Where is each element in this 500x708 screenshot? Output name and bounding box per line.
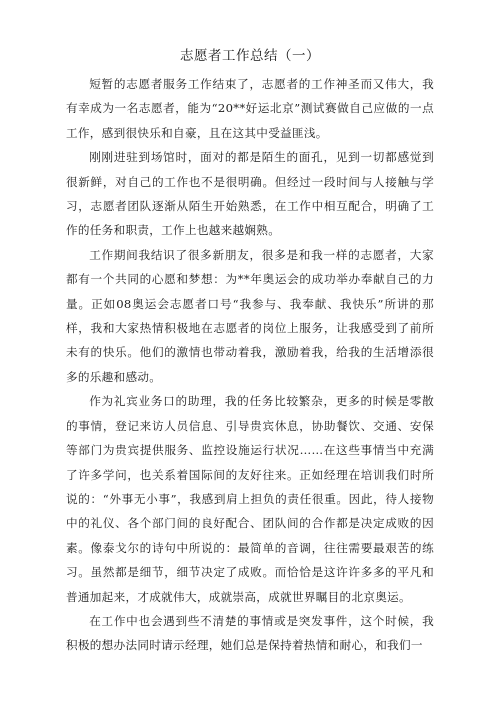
paragraph-4: 作为礼宾业务口的助理，我的任务比较繁杂，更多的时候是零散的事情，登记来访人员信息、引导贵宾休息，协助餐饮、交通、安保等部门为贵宾提供服务、监控设施运行状况……在这些事情当中充满了许多学问，也关系着国际间的友好往来。正如经理在培训我们时所说的：“外事无小事”，我感到肩上担负的责任很重。因此，待人接物中的礼仪、各个部门间的良好配合、团队间的合作都是决定成败的因素。像泰戈尔的诗句中所说的：最简单的音调，往往需要最艰苦的练习。虽然都是细节，细节决定了成败。而恰恰是这许许多多的平凡和普通加起来，才成就伟大，成就崇高，成就世界瞩目的北京奥运。 [66, 394, 434, 604]
paragraph-5: 在工作中也会遇到些不清楚的事情或是突发事件，这个时候，我积极的想办法同时请示经理，她们总是保持着热情和耐心，和我们一 [66, 613, 434, 653]
paragraph-2: 刚刚进驻到场馆时，面对的都是陌生的面孔，见到一切都感觉到很新鲜，对自己的工作也不是很明确。但经过一段时间与人接触与学习，志愿者团队逐渐从陌生开始熟悉，在工作中相互配合，明确了工作的任务和职责，工作上也越来越娴熟。 [66, 150, 434, 238]
document-title: 志愿者工作总结（一） [180, 48, 320, 64]
paragraph-3: 工作期间我结识了很多新朋友，很多是和我一样的志愿者，大家都有一个共同的心愿和梦想：为**年奥运会的成功举办奉献自己的力量。正如08奥运会志愿者口号“我参与、我奉献、我快乐”所讲的那样，我和大家热情积极地在志愿者的岗位上服务，让我感受到了前所未有的快乐。他们的激情也带动着我，激励着我，给我的生活增添很多的乐趣和感动。 [66, 247, 434, 384]
paragraph-1: 短暂的志愿者服务工作结束了，志愿者的工作神圣而又伟大，我有幸成为一名志愿者，能为“20**好运北京”测试赛做自己应做的一点工作，感到很快乐和自豪，且在这其中受益匪浅。 [66, 77, 434, 140]
